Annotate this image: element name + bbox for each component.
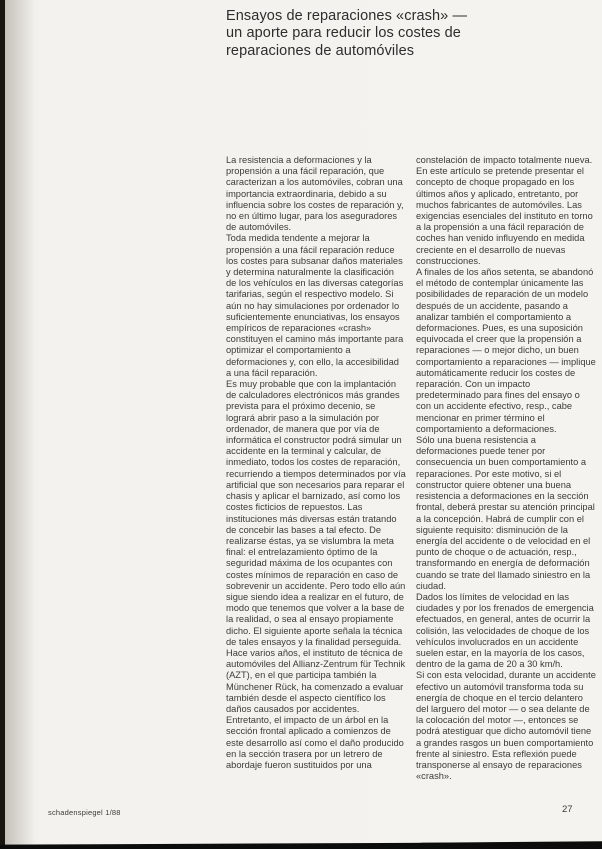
paragraph: Entretanto, el impacto de un árbol en la sección frontal aplicado a comienzos de este desarrollo así como el daño producido en la sección trasera por un letrero de abordaje fueron sustituidos por una [226,715,404,770]
paragraph: Toda medida tendente a mejorar la propensión a una fácil reparación reduce los costes para subsanar daños materiales y determina naturalmente la clasificación de los vehículos en las diversas categorías tarifarias, según el respectivo modelo. Si aún no hay simulaciones por ordenador lo suficientemente enunciativas, los ensayos empíricos de reparaciones «crash» constituyen el camino más importante para optimizar el comportamiento a deformaciones y, con ello, la accesibilidad a una fácil reparación. [226,233,404,378]
text-column-right [416,155,596,782]
journal-name: schadenspiegel 1/88 [48,808,121,817]
paragraph: Dados los límites de velocidad en las ciudades y por los frenados de emergencia efectuados, en general, antes de ocurrir la colisión, las velocidades de choque de los vehículos involucrados en un accidente suelen estar, en la mayoría de los casos, dentro de la gama de 20 a 30 km/h. [416,591,594,670]
article-title-line-3: reparaciones de automóviles [226,42,415,59]
paragraph: Sólo una buena resistencia a deformaciones puede tener por consecuencia un buen comportamiento a reparaciones. Por este motivo, si el constructor quiere obtener una buena resistencia a deformaciones en la sección frontal, deberá prestar su atención principal a la concepción. Habrá de cumplir con el siguiente requisito: disminución de la energía del accidente o de velocidad en el punto de choque o de actuación, resp., transformando en energía de deformación cuando se trate del llamado siniestro en la ciudad. [416,435,595,591]
article-header [226,8,598,60]
text-column-left [226,155,406,782]
article-title-line-2: un aporte para reducir los costes de [226,25,461,42]
paragraph: Es muy probable que con la implantación de calculadores electrónicos más grandes prevista para el próximo decenio, se logrará abrir paso a la simulación por ordenador, de manera que por vía de informática el constructor podrá simular un accidente en la terminal y calcular, de inmediato, todos los costes de reparación, recurriendo a tiempos determinados por vía artificial que son necesarios para reparar el chasis y aplicar el barnizado, así como los costes ficticios de repuestos. Las instituciones más diversas están tratando de concebir las bases a tal efecto. De realizarse éstas, ya se vislumbra la meta final: el entrelazamiento óptimo de la seguridad máxima de los ocupantes con costes mínimos de reparación en caso de sobrevenir un accidente. Pero todo ello aún sigue siendo idea a realizar en el futuro, de modo que tenemos que volver a la base de la realidad, o sea al ensayo propiamente dicho. El siguiente aporte señala la técnica de tales ensayos y la finalidad perseguida. [226,379,406,647]
paragraph: La resistencia a deformaciones y la propensión a una fácil reparación, que caracterizan a los automóviles, cobran una importancia extraordinaria, debido a su influencia sobre los costes de reparación y, no en último lugar, para los aseguradores de automóviles. [226,155,404,233]
article-title [226,8,598,60]
scan-bottom-edge [0,842,602,849]
scan-spine-shadow [5,0,35,849]
paragraph: constelación de impacto totalmente nueva. En este artículo se pretende presentar el concepto de choque propagado en los últimos años y aplicado, entretanto, por muchos fabricantes de automóviles. Las exigencias esenciales del instituto en torno a la propensión a una fácil reparación de coches han venido influyendo en medida creciente en el desarrollo de nuevas construcciones. [416,155,593,266]
paragraph: Si con esta velocidad, durante un accidente efectivo un automóvil transforma toda su energía de choque en el tercio delantero del larguero del motor — o sea delante de la colocación del motor —, entonces se podrá atestiguar que dicho automóvil tiene a grandes rasgos un buen comportamiento frente al siniestro. Esta reflexión puede transponerse al ensayo de reparaciones «crash». [416,670,596,782]
article-title-line-1: Ensayos de reparaciones «crash» — [226,8,468,24]
paragraph: A finales de los años setenta, se abandonó el método de contemplar únicamente las posibilidades de reparación de un modelo después de un accidente, pasando a analizar también el comportamiento a deformaciones. Pues, es una suposición equivocada el creer que la propensión a reparaciones — o mejor dicho, un buen comportamiento a reparaciones — implique automáticamente reducir los costes de reparación. Con un impacto predeterminado para fines del ensayo o con un accidente efectivo, resp., cabe mencionar en primer término el comportamiento a deformaciones. [416,267,596,434]
article-body [226,155,596,782]
paragraph: Hace varios años, el instituto de técnica de automóviles del Allianz-Zentrum für Technik (AZT), en el que participa también la Münchener Rück, ha comenzado a evaluar también desde el aspecto científico los daños causados por accidentes. [226,647,406,714]
page-footer [0,804,602,824]
page-number: 27 [562,804,573,815]
